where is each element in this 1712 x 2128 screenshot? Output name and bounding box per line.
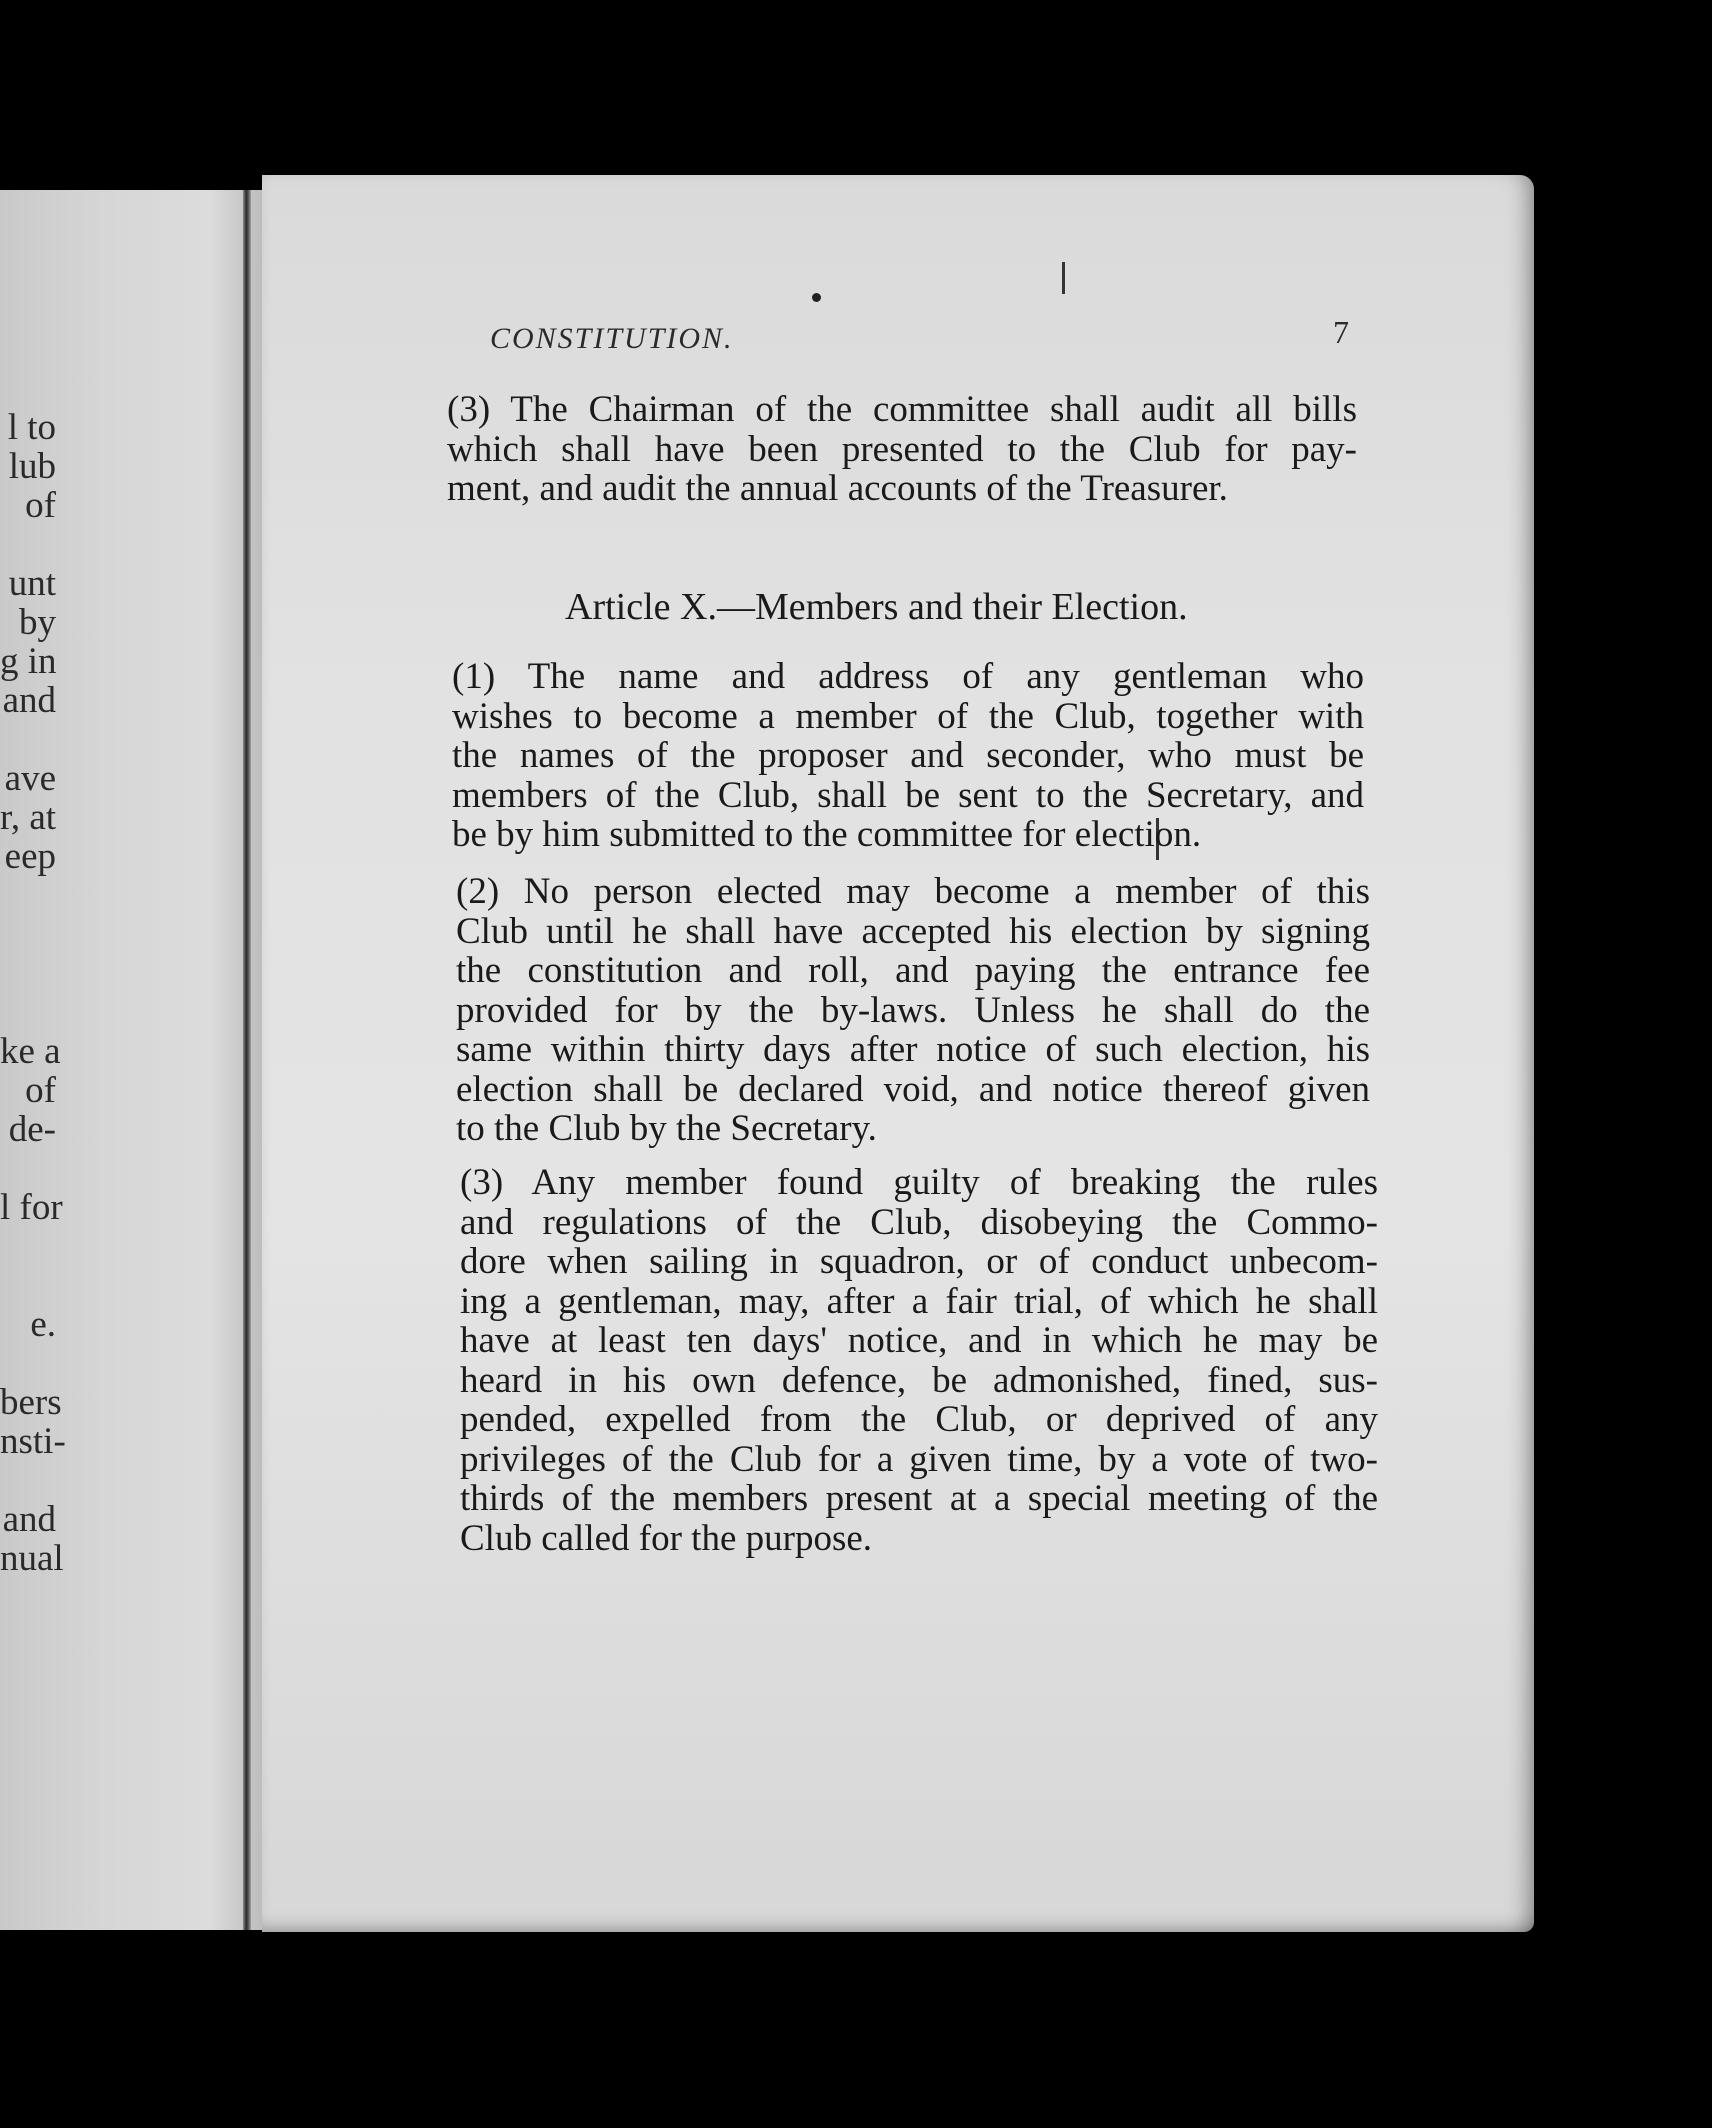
left-fragment-line: of xyxy=(25,485,56,526)
left-fragment-line: e. xyxy=(30,1304,56,1345)
left-fragment-line: bers xyxy=(0,1382,62,1423)
text-line: election shall be declared void, and notice thereof given xyxy=(456,1068,1370,1110)
left-page-fragment xyxy=(0,190,262,1930)
text-line: Club called for the purpose. xyxy=(460,1517,873,1559)
text-line: members of the Club, shall be sent to the Secretary, and xyxy=(452,774,1364,816)
page-number: 7 xyxy=(1333,314,1349,350)
text-line: the constitution and roll, and paying the entrance fee xyxy=(456,950,1370,991)
text-line: the names of the proposer and seconder, who must be xyxy=(452,735,1364,776)
text-line: provided for by the by-laws. Unless he shall do the xyxy=(456,989,1370,1031)
text-line: which shall have been presented to the Club for pay- xyxy=(447,428,1357,470)
left-fragment-line: r, at xyxy=(0,797,57,838)
left-fragment-line: lub xyxy=(8,446,56,487)
left-fragment-line: de- xyxy=(8,1109,56,1150)
paragraph-2 xyxy=(456,872,1370,1149)
text-line: privileges of the Club for a given time, by a vote of two- xyxy=(460,1438,1378,1480)
text-line: ing a gentleman, may, after a fair trial, of which he shall xyxy=(460,1280,1378,1322)
pen-mark xyxy=(1062,262,1065,294)
left-fragment-line: eep xyxy=(4,836,56,877)
left-fragment-line: ke a xyxy=(0,1031,61,1072)
article-heading: Article X.—Members and their Election. xyxy=(565,586,1188,628)
text-line: thirds of the members present at a special meeting of the xyxy=(460,1478,1378,1519)
page-gutter xyxy=(243,190,251,1930)
left-fragment-line: unt xyxy=(8,563,56,604)
left-fragment-line: and xyxy=(2,680,56,721)
paragraph-3 xyxy=(460,1163,1378,1558)
left-fragment-line: nual xyxy=(0,1538,64,1579)
paragraph-1 xyxy=(452,657,1364,855)
text-line: and regulations of the Club, disobeying the Commo- xyxy=(460,1201,1378,1243)
running-head: CONSTITUTION. xyxy=(490,322,734,355)
paragraph-audit xyxy=(447,390,1357,509)
text-line: ment, and audit the annual accounts of the Treasurer. xyxy=(447,468,1228,509)
left-fragment-line: by xyxy=(19,602,56,643)
text-line: Club until he shall have accepted his election by signing xyxy=(456,910,1370,952)
text-line: to the Club by the Secretary. xyxy=(456,1108,877,1149)
text-line: dore when sailing in squadron, or of conduct unbecom- xyxy=(460,1241,1378,1282)
left-fragment-line: ave xyxy=(4,758,56,799)
text-line: be by him submitted to the committee for election. xyxy=(452,814,1202,855)
text-line: pended, expelled from the Club, or deprived of any xyxy=(460,1399,1378,1440)
text-line: (3) The Chairman of the committee shall audit all bills xyxy=(447,389,1357,430)
text-line: wishes to become a member of the Club, together with xyxy=(452,695,1364,737)
text-line: same within thirty days after notice of such election, his xyxy=(456,1029,1370,1070)
text-line: (1) The name and address of any gentleman who xyxy=(452,656,1364,697)
left-fragment-line: and xyxy=(2,1499,56,1540)
ink-dot xyxy=(812,293,821,302)
text-line: have at least ten days' notice, and in which he may be xyxy=(460,1320,1378,1361)
left-fragment-line: g in xyxy=(0,641,57,682)
text-line: (2) No person elected may become a member of this xyxy=(456,871,1370,912)
left-fragment-line: l for xyxy=(0,1187,63,1228)
left-fragment-line: l to xyxy=(7,407,56,448)
left-fragment-line: nsti- xyxy=(0,1421,66,1462)
text-line: heard in his own defence, be admonished, fined, sus- xyxy=(460,1359,1378,1401)
left-fragment-line: of xyxy=(25,1070,56,1111)
text-line: (3) Any member found guilty of breaking the rules xyxy=(460,1162,1378,1203)
